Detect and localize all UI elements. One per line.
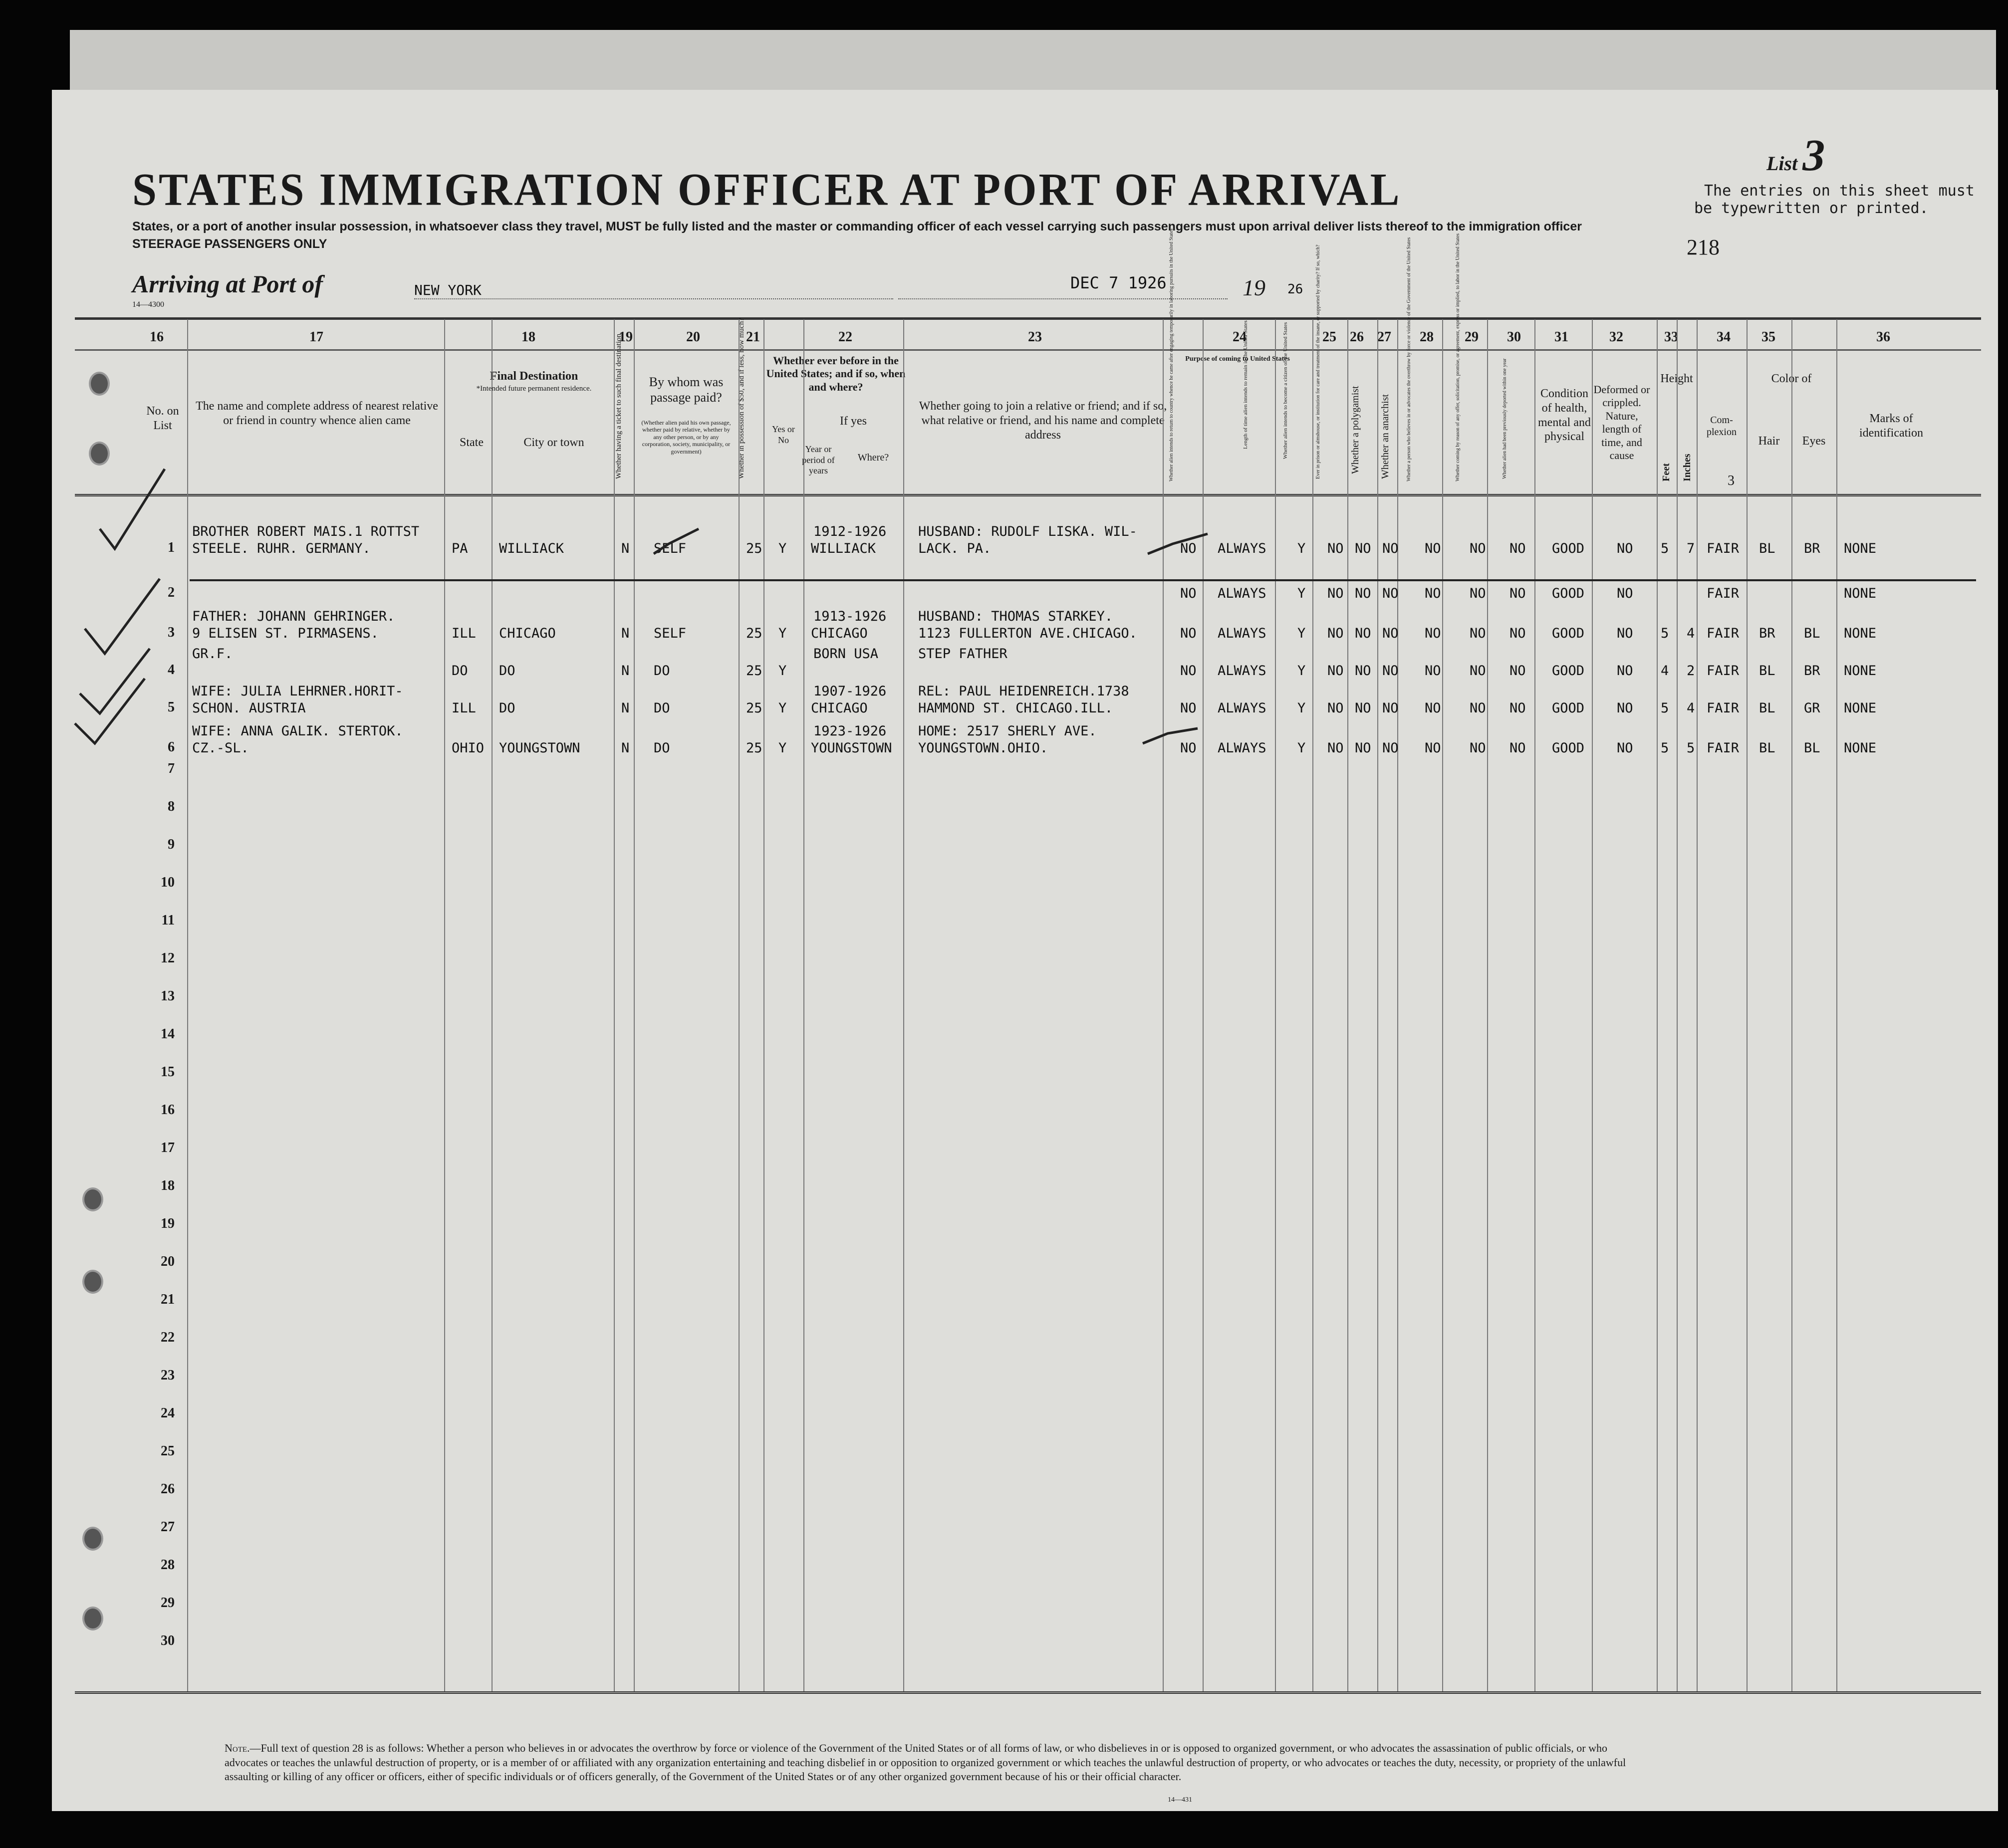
typewritten-note-2: be typewritten or printed. [1694,200,1929,217]
cell-complexion: FAIR [1707,626,1740,641]
row-number: 30 [161,1633,175,1648]
header-deformed: Deformed or crippled. Nature, length of time, and cause [1593,383,1650,462]
cell-before: Y [778,626,787,641]
header-where: Where? [857,452,889,463]
cell-ret: NO [1180,586,1197,601]
cell-contract: NO [1470,740,1486,756]
cell-overthrow: NO [1425,663,1441,679]
cell-inches: 2 [1687,663,1695,679]
cell-join1: REL: PAUL HEIDENREICH.1738 [918,684,1129,699]
arrival-date: DEC 7 1926 [1070,273,1167,292]
column-number: 27 [1377,329,1391,345]
cell-overthrow: NO [1425,541,1441,556]
cell-where: CHICAGO [811,700,868,716]
cell-deformed: NO [1617,626,1633,641]
cell-ret: NO [1180,626,1197,641]
cell-year: 1907-1926 [813,684,887,699]
cell-join2: 1123 FULLERTON AVE.CHICAGO. [918,626,1137,641]
cell-anar: NO [1382,740,1399,756]
row-number: 25 [161,1443,175,1459]
cell-prison: NO [1327,700,1344,716]
header-purpose-return: Whether alien intends to return to country whence he came after engaging temporarily in laboring pursuits in the United States [1169,229,1174,481]
cell-anar: NO [1382,700,1399,716]
cell-deformed: NO [1617,740,1633,756]
cell-contract: NO [1470,586,1486,601]
column-number: 34 [1717,329,1731,345]
cell-city: YOUNGSTOWN [499,740,580,756]
column-number: 25 [1322,329,1336,345]
cell-length: ALWAYS [1218,663,1266,679]
cell-city: CHICAGO [499,626,556,641]
port-name: NEW YORK [414,282,482,298]
cell-poly: NO [1355,586,1371,601]
row-number: 7 [168,761,175,776]
row-number: 23 [161,1368,175,1383]
column-number: 26 [1350,329,1364,345]
cell-join1: HUSBAND: THOMAS STARKEY. [918,609,1113,624]
header-condition: Condition of health, mental and physical [1538,387,1591,444]
cell-poly: NO [1355,541,1371,556]
form-number: 14—4300 [132,300,164,309]
column-number: 16 [150,329,164,345]
cell-money: 25 [746,541,762,556]
cell-rel1: BROTHER ROBERT MAIS.1 ROTTST [192,524,420,539]
cell-prison: NO [1327,626,1344,641]
cell-overthrow: NO [1425,740,1441,756]
cell-hair: BL [1759,541,1775,556]
cell-ticket: N [621,663,630,679]
cell-deported: NO [1509,586,1526,601]
header-joining: Whether going to join a relative or friend; and if so, what relative or friend, and his name and complete address [919,400,1167,442]
row-number: 24 [161,1405,175,1421]
cell-length: ALWAYS [1218,700,1266,716]
header-purpose-length: Length of time alien intends to remain in the United States [1243,320,1249,449]
cell-poly: NO [1355,626,1371,641]
cell-ticket: N [621,740,630,756]
cell-overthrow: NO [1425,700,1441,716]
row-number: 22 [161,1330,175,1345]
row-number: 29 [161,1595,175,1611]
cell-rel2: STEELE. RUHR. GERMANY. [192,541,371,556]
cell-city: WILLIACK [499,541,564,556]
header-purpose: Purpose of coming to United States [1185,355,1290,363]
cell-ret: NO [1180,663,1197,679]
row-number: 2 [168,585,175,600]
cell-complexion: FAIR [1707,586,1740,601]
list-number: 3 [1802,131,1825,180]
cell-where: YOUNGSTOWN [811,740,892,756]
row-number: 21 [161,1292,175,1307]
column-number: 18 [521,329,535,345]
cell-paid: SELF [654,541,687,556]
cell-year: 1913-1926 [813,609,887,624]
cell-citizen: Y [1297,586,1306,601]
column-number: 19 [619,329,633,345]
cell-year: 1923-1926 [813,723,887,739]
row-number: 28 [161,1557,175,1573]
column-number: 17 [309,329,323,345]
cell-deformed: NO [1617,663,1633,679]
cell-paid: DO [654,663,670,679]
column-number: 35 [1761,329,1775,345]
cell-citizen: Y [1297,663,1306,679]
cell-feet: 5 [1661,626,1669,641]
header-eyes: Eyes [1802,435,1826,448]
check-mark [80,649,150,713]
header-overthrow: Whether a person who believes in or advocates the overthrow by force or violence of the Government of the United States [1406,237,1412,481]
year-prefix: 19 [1243,275,1265,300]
column-number: 21 [746,329,760,345]
cell-anar: NO [1382,586,1399,601]
cell-paid: DO [654,700,670,716]
cell-inches: 4 [1687,700,1695,716]
cell-complexion: FAIR [1707,700,1740,716]
cell-join1: HOME: 2517 SHERLY AVE. [918,723,1097,739]
cell-length: ALWAYS [1218,586,1266,601]
cell-contract: NO [1470,626,1486,641]
check-mark [654,529,699,554]
cell-before: Y [778,700,787,716]
cell-rel1: FATHER: JOHANN GEHRINGER. [192,609,395,624]
cell-money: 25 [746,663,762,679]
cell-before: Y [778,740,787,756]
row-number: 18 [161,1178,175,1193]
row-number: 27 [161,1519,175,1535]
cell-anar: NO [1382,541,1399,556]
cell-state: DO [452,663,468,679]
cell-hair: BL [1759,700,1775,716]
cell-length: ALWAYS [1218,541,1266,556]
cell-hair: BL [1759,740,1775,756]
row-number: 17 [161,1140,175,1155]
cell-paid: DO [654,740,670,756]
cell-state: OHIO [452,740,485,756]
row-number: 9 [168,837,175,852]
cell-health: GOOD [1552,586,1585,601]
cell-prison: NO [1327,586,1344,601]
header-year-period: Year or period of years [802,444,835,476]
cell-ticket: N [621,541,630,556]
check-mark [75,679,145,743]
complexion-mark: 3 [1728,473,1735,488]
cell-prison: NO [1327,740,1344,756]
cell-city: DO [499,663,515,679]
row-number: 14 [161,1026,175,1042]
row-number: 16 [161,1102,175,1118]
cell-join2: YOUNGSTOWN.OHIO. [918,740,1048,756]
cell-before: Y [778,541,787,556]
cell-eyes: BR [1804,541,1820,556]
cell-health: GOOD [1552,541,1585,556]
cell-citizen: Y [1297,626,1306,641]
header-deported: Whether alien had been previously deported within one year [1502,358,1507,479]
row-number: 11 [161,913,175,928]
typewritten-note-1: The entries on this sheet must [1704,182,1975,200]
header-polygamist: Whether a polygamist [1350,386,1361,474]
cell-ret: NO [1180,740,1197,756]
cell-money: 25 [746,700,762,716]
cell-money: 25 [746,626,762,641]
header-no-on-list: No. on List [146,405,179,432]
header-state: State [460,436,484,449]
header-subtitle: States, or a port of another insular possession, in whatsoever class they travel, MUST be fully listed and the master or commanding officer of each vessel carrying such passengers must upon arrival deliver lists thereof to the immigration officer [132,220,1582,233]
cell-deported: NO [1509,740,1526,756]
cell-poly: NO [1355,700,1371,716]
cell-before: Y [778,663,787,679]
cell-complexion: FAIR [1707,740,1740,756]
column-number: 29 [1465,329,1479,345]
header-if-yes: If yes [840,415,867,428]
column-number: 28 [1420,329,1434,345]
cell-citizen: Y [1297,700,1306,716]
cell-rel1: GR.F. [192,646,233,662]
header-city: City or town [523,436,584,449]
cell-prison: NO [1327,663,1344,679]
cell-anar: NO [1382,663,1399,679]
row-number: 26 [161,1481,175,1497]
cell-inches: 4 [1687,626,1695,641]
cell-deformed: NO [1617,541,1633,556]
cell-hair: BL [1759,663,1775,679]
footer-form-code: 14—431 [1168,1796,1192,1804]
header-inches: Inches [1682,454,1693,481]
cell-eyes: BL [1804,740,1820,756]
row-number: 12 [161,950,175,966]
header-purpose-citizen: Whether alien intends to become a citizen of the United States [1282,322,1288,459]
cell-paid: SELF [654,626,687,641]
cell-rel1: WIFE: JULIA LEHRNER.HORIT- [192,684,403,699]
column-number: 23 [1028,329,1042,345]
cell-complexion: FAIR [1707,541,1740,556]
cell-marks: NONE [1844,700,1877,716]
row-number: 13 [161,988,175,1004]
column-number: 30 [1507,329,1521,345]
column-number: 20 [686,329,700,345]
header-passage: By whom was passage paid? [649,375,724,405]
row-number: 3 [168,625,175,640]
cell-hair: BR [1759,626,1775,641]
cell-year: 1912-1926 [813,524,887,539]
cell-join2: LACK. PA. [918,541,992,556]
row-number: 4 [168,662,175,678]
footer-note-label: Note. [225,1742,250,1754]
page-title: STATES IMMIGRATION OFFICER AT PORT OF ARRIVAL [132,164,1402,216]
cell-inches: 7 [1687,541,1695,556]
cell-poly: NO [1355,663,1371,679]
header-marks: Marks of identification [1859,412,1923,440]
cell-join2: HAMMOND ST. CHICAGO.ILL. [918,700,1113,716]
cell-where: CHICAGO [811,626,868,641]
cell-feet: 5 [1661,700,1669,716]
cell-rel2: SCHON. AUSTRIA [192,700,306,716]
cell-where: WILLIACK [811,541,876,556]
header-final-destination: Final Destination [490,370,578,383]
row-number: 8 [168,799,175,814]
check-mark [85,579,160,654]
header-prison: Ever in prison or almshouse, or institution for care and treatment of the insane, or supported by charity? If so, which? [1315,244,1321,479]
header-money: Whether in possession of $50, and if less, how much? [738,318,746,479]
cell-contract: NO [1470,663,1486,679]
cell-eyes: BL [1804,626,1820,641]
cell-health: GOOD [1552,700,1585,716]
cell-state: PA [452,541,468,556]
row-number: 5 [168,699,175,715]
cell-ret: NO [1180,700,1197,716]
cell-deported: NO [1509,663,1526,679]
cell-year: BORN USA [813,646,879,662]
cell-ticket: N [621,700,630,716]
cell-inches: 5 [1687,740,1695,756]
cell-ticket: N [621,626,630,641]
cell-overthrow: NO [1425,626,1441,641]
header-ticket: Whether having a ticket to such final destination [615,333,623,479]
cell-citizen: Y [1297,740,1306,756]
cell-marks: NONE [1844,626,1877,641]
header-before: Whether ever before in the United States; and if so, when and where? [766,354,906,393]
cell-citizen: Y [1297,541,1306,556]
cell-anar: NO [1382,626,1399,641]
cell-health: GOOD [1552,663,1585,679]
row-number: 19 [161,1216,175,1231]
header-color-of: Color of [1771,372,1812,385]
footer-note-text: —Full text of question 28 is as follows: Whether a person who believes in or advocates the overthrow by force or violence of the Government of the United States or of all forms of law, or who disbelieves in or is opposed to organized government, or who advocates the assassination of public officials, or who advocates or teaches the unlawful destruction of property, or is a member of or affiliated with any organization entertaining and teaching disbelief in or opposition to organized government or which teaches the unlawful destruction of property, or who advocates or teaches the duty, necessity, or propriety of the unlawful assaulting or killing of any officer or officers, either of specific individuals or of officers generally, of the Government of the United States or of any other organized government because of his or their official character. [225,1742,1626,1783]
cell-contract: NO [1470,541,1486,556]
steerage-label: STEERAGE PASSENGERS ONLY [132,237,327,251]
cell-rel2: CZ.-SL. [192,740,249,756]
cell-marks: NONE [1844,586,1877,601]
cell-health: GOOD [1552,626,1585,641]
header-complexion: Com-plexion [1707,415,1737,438]
header-hair: Hair [1758,435,1780,448]
cell-contract: NO [1470,700,1486,716]
cell-rel2: 9 ELISEN ST. PIRMASENS. [192,626,379,641]
cell-rel1: WIFE: ANNA GALIK. STERTOK. [192,723,403,739]
cell-city: DO [499,700,515,716]
cell-join1: HUSBAND: RUDOLF LISKA. WIL- [918,524,1137,539]
cell-poly: NO [1355,740,1371,756]
list-label: List 3 [1766,131,1825,180]
header-feet: Feet [1661,463,1672,481]
cell-deported: NO [1509,626,1526,641]
column-number: 31 [1554,329,1568,345]
header-contract: Whether coming by reason of any offer, solicitation, promise, or agreement, express or implied, to labor in the United States [1455,233,1461,481]
cell-feet: 4 [1661,663,1669,679]
cell-complexion: FAIR [1707,663,1740,679]
cell-deported: NO [1509,541,1526,556]
row-number: 1 [168,540,175,555]
cell-length: ALWAYS [1218,740,1266,756]
cell-deformed: NO [1617,586,1633,601]
cell-ret: NO [1180,541,1197,556]
column-number: 24 [1233,329,1247,345]
cell-feet: 5 [1661,541,1669,556]
header-height: Height [1660,372,1693,385]
cell-deported: NO [1509,700,1526,716]
cell-eyes: GR [1804,700,1820,716]
cell-marks: NONE [1844,663,1877,679]
header-relative: The name and complete address of nearest relative or friend in country whence alien came [196,400,438,427]
cell-marks: NONE [1844,541,1877,556]
check-mark [100,469,165,549]
cell-prison: NO [1327,541,1344,556]
column-number: 36 [1876,329,1890,345]
row-number: 6 [168,739,175,755]
check-mark [1148,534,1208,554]
cell-health: GOOD [1552,740,1585,756]
cell-join1: STEP FATHER [918,646,1007,662]
cell-money: 25 [746,740,762,756]
column-number: 22 [838,329,852,345]
sheet-number: 218 [1687,235,1720,259]
header-yes-no: Yes or No [772,424,795,445]
check-mark [1143,728,1198,743]
row-number: 20 [161,1254,175,1269]
row-number: 15 [161,1064,175,1080]
header-anarchist: Whether an anarchist [1380,394,1391,479]
cell-deformed: NO [1617,700,1633,716]
cell-length: ALWAYS [1218,626,1266,641]
cell-feet: 5 [1661,740,1669,756]
cell-state: ILL [452,626,476,641]
header-passage-note: (Whether alien paid his own passage, whether paid by relative, whether by any other person, or by any corporation, society, municipality, or government) [641,419,731,455]
header-destination-note: *Intended future permanent residence. [476,385,592,393]
column-number: 33 [1664,329,1678,345]
cell-state: ILL [452,700,476,716]
cell-eyes: BR [1804,663,1820,679]
arriving-label: Arriving at Port of [132,270,323,298]
cell-overthrow: NO [1425,586,1441,601]
column-number: 32 [1609,329,1623,345]
row-number: 10 [161,875,175,890]
year-suffix: 26 [1287,282,1303,297]
cell-marks: NONE [1844,740,1877,756]
